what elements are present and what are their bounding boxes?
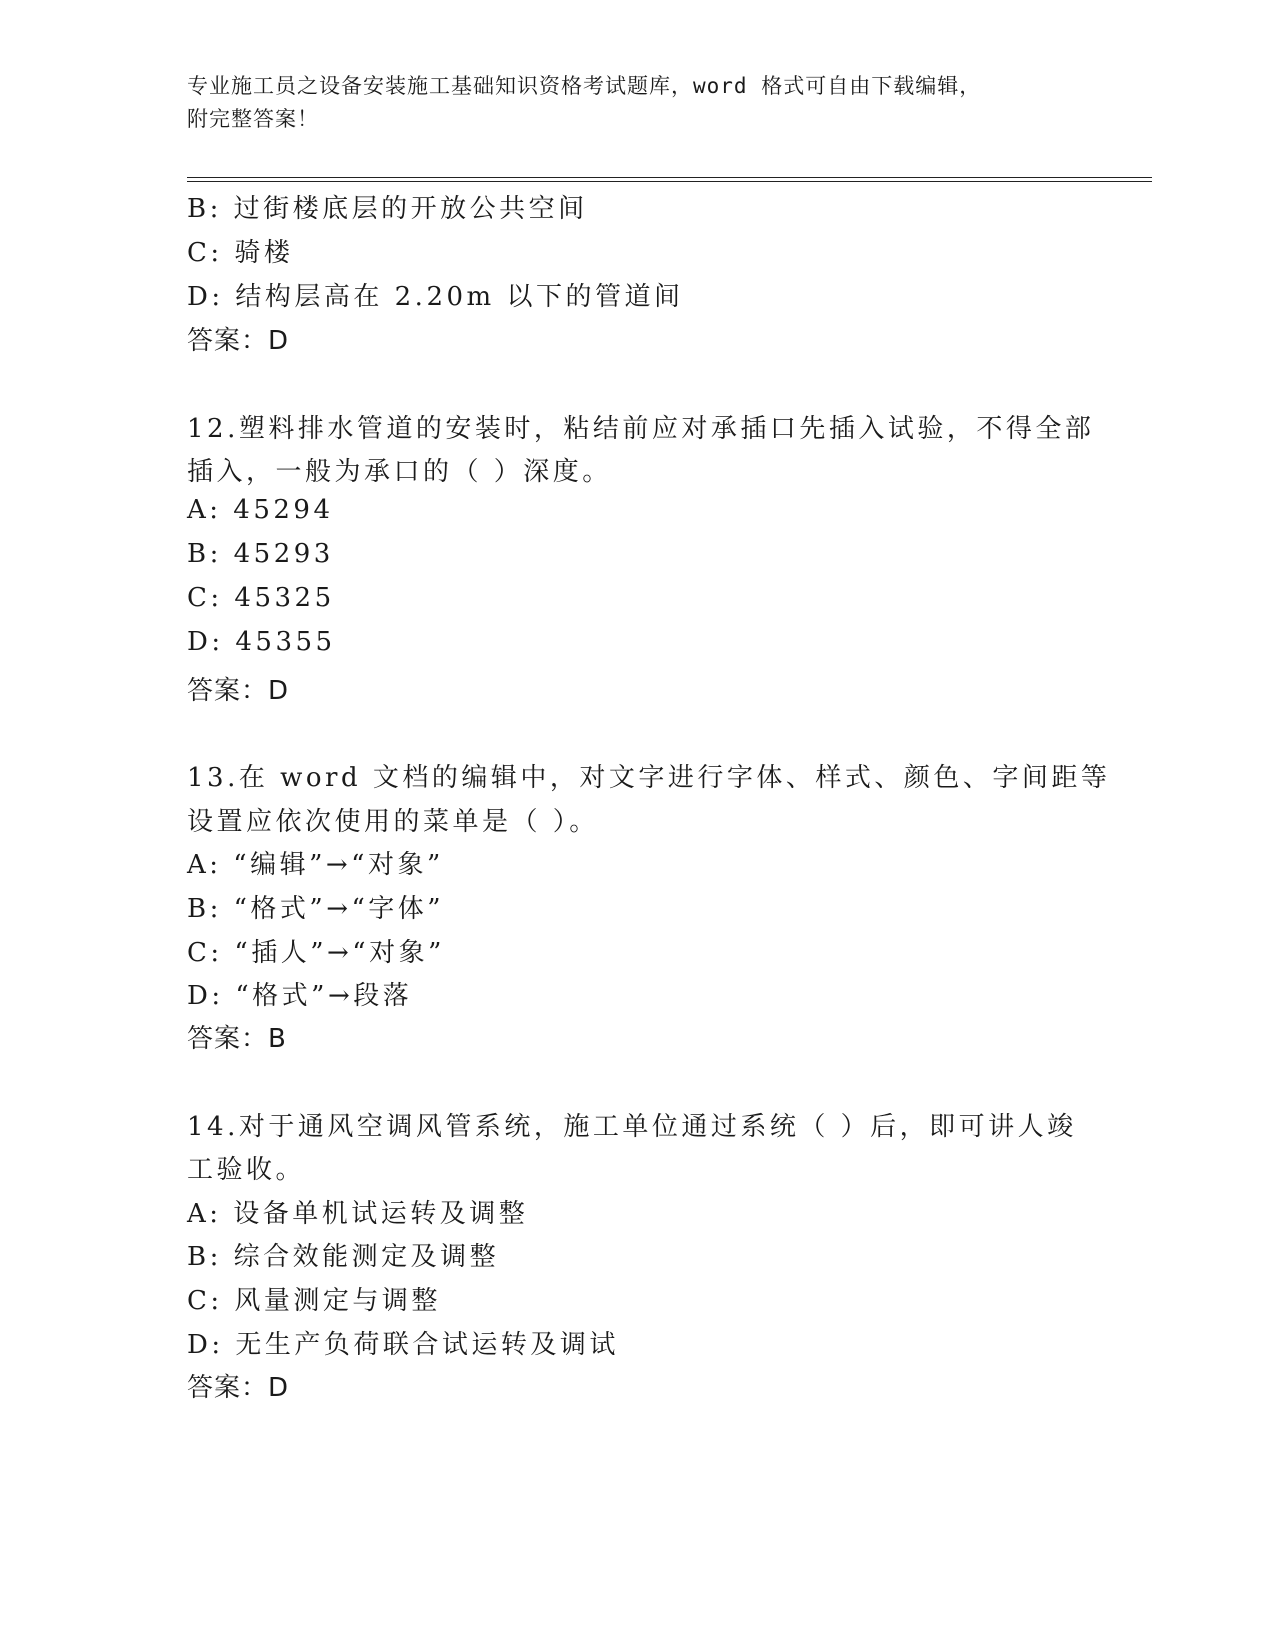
- q13-option-b: B: “格式”→“字体”: [187, 894, 445, 924]
- q11-option-d: D: 结构层高在 2.20m 以下的管道间: [187, 282, 684, 312]
- q14-stem-line-1: 14.对于通风空调风管系统，施工单位通过系统（ ）后，即可讲人竣: [187, 1112, 1077, 1142]
- q12-option-c: C: 45325: [187, 583, 335, 613]
- page-header: [187, 70, 1087, 136]
- q13-option-d: D: “格式”→段落: [187, 981, 413, 1011]
- q11-option-b: B: 过街楼底层的开放公共空间: [187, 194, 588, 224]
- q14-option-d: D: 无生产负荷联合试运转及调试: [187, 1330, 619, 1360]
- header-line-2: 附完整答案！: [187, 107, 319, 131]
- header-divider: [187, 177, 1152, 182]
- q12-option-d: D: 45355: [187, 627, 336, 657]
- q12-answer: 答案：D: [187, 676, 290, 706]
- q13-stem-line-2: 设置应依次使用的菜单是（ ）。: [187, 807, 599, 837]
- q12-stem-line-1: 12.塑料排水管道的安装时，粘结前应对承插口先插入试验，不得全部: [187, 414, 1095, 444]
- q14-answer: 答案：D: [187, 1373, 290, 1403]
- q14-stem-line-2: 工验收。: [187, 1155, 306, 1185]
- q13-answer: 答案：B: [187, 1024, 287, 1054]
- q11-option-c: C: 骑楼: [187, 238, 294, 268]
- q14-option-a: A: 设备单机试运转及调整: [187, 1199, 529, 1229]
- q13-stem-line-1: 13.在 word 文档的编辑中，对文字进行字体、样式、颜色、字间距等: [187, 763, 1111, 793]
- q13-option-c: C: “插人”→“对象”: [187, 938, 445, 968]
- q13-option-a: A: “编辑”→“对象”: [187, 850, 444, 880]
- header-line-1: 专业施工员之设备安装施工基础知识资格考试题库，word 格式可自由下载编辑，: [187, 74, 982, 98]
- q14-option-b: B: 综合效能测定及调整: [187, 1242, 500, 1272]
- q14-option-c: C: 风量测定与调整: [187, 1286, 441, 1316]
- q11-answer: 答案：D: [187, 326, 290, 356]
- q12-stem-line-2: 插入，一般为承口的（ ）深度。: [187, 457, 612, 487]
- q12-option-a: A: 45294: [187, 495, 334, 525]
- q12-option-b: B: 45293: [187, 539, 334, 569]
